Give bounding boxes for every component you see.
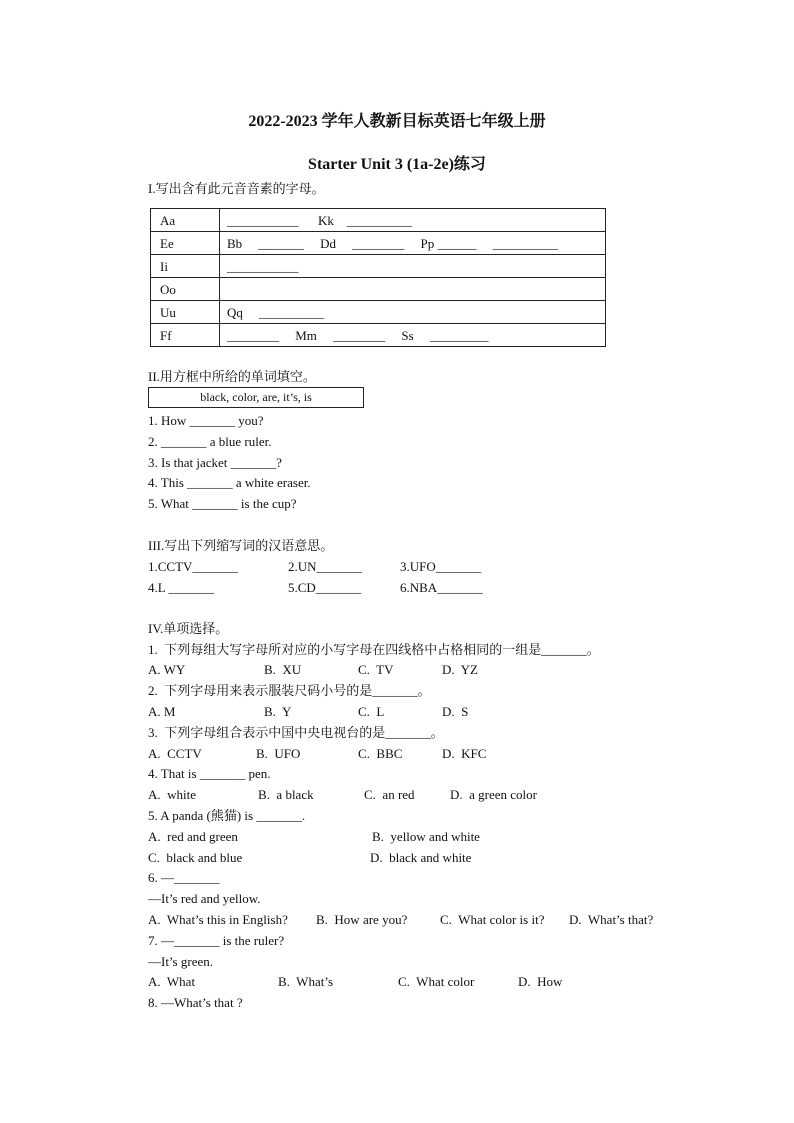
row-content: Qq __________ bbox=[227, 305, 325, 320]
question: 1. 下列每组大写字母所对应的小写字母在四线格中占格相同的一组是_______。 bbox=[148, 642, 600, 657]
option: D. a green color bbox=[450, 787, 537, 802]
table-row bbox=[151, 300, 605, 324]
option: A. white bbox=[148, 787, 197, 802]
option: B. How are you? bbox=[316, 912, 408, 927]
option: B. XU bbox=[264, 662, 302, 677]
list-item: 1.CCTV_______ bbox=[148, 559, 238, 574]
word-box: black, color, are, it’s, is bbox=[148, 387, 364, 408]
row-letter: Aa bbox=[160, 213, 176, 228]
option: C. L bbox=[358, 704, 385, 719]
question: 7. —_______ is the ruler? bbox=[148, 933, 285, 948]
row-content: ___________ Kk __________ bbox=[227, 213, 412, 228]
option: B. yellow and white bbox=[372, 829, 480, 844]
question: 2. 下列字母用来表示服装尺码小号的是_______。 bbox=[148, 683, 431, 698]
list-item: 5. What _______ is the cup? bbox=[148, 496, 297, 511]
option: A. What’s this in English? bbox=[148, 912, 288, 927]
section4-heading: IV.单项选择。 bbox=[148, 621, 229, 636]
option: C. TV bbox=[358, 662, 394, 677]
question: 8. —What’s that ? bbox=[148, 995, 243, 1010]
table-row bbox=[151, 323, 605, 347]
option: B. UFO bbox=[256, 746, 301, 761]
option: A. CCTV bbox=[148, 746, 202, 761]
question: 4. That is _______ pen. bbox=[148, 766, 271, 781]
row-letter: Ff bbox=[160, 328, 172, 343]
row-content: Bb _______ Dd ________ Pp ______ __________ bbox=[227, 236, 558, 251]
section1-heading: I.写出含有此元音音素的字母。 bbox=[148, 181, 325, 196]
option: D. black and white bbox=[370, 850, 472, 865]
section2-heading: II.用方框中所给的单词填空。 bbox=[148, 369, 316, 384]
option: C. an red bbox=[364, 787, 415, 802]
option: A. M bbox=[148, 704, 176, 719]
question: 5. A panda (熊猫) is _______. bbox=[148, 808, 306, 823]
option: D. How bbox=[518, 974, 563, 989]
list-item: 3.UFO_______ bbox=[400, 559, 482, 574]
page-title: 2022-2023 学年人教新目标英语七年级上册 bbox=[248, 113, 546, 130]
option: D. S bbox=[442, 704, 469, 719]
list-item: 2. _______ a blue ruler. bbox=[148, 434, 272, 449]
option: B. What’s bbox=[278, 974, 334, 989]
list-item: 5.CD_______ bbox=[288, 580, 362, 595]
question: 3. 下列字母组合表示中国中央电视台的是_______。 bbox=[148, 725, 444, 740]
vowel-table bbox=[150, 208, 606, 347]
list-item: 4.L _______ bbox=[148, 580, 214, 595]
option: C. BBC bbox=[358, 746, 403, 761]
option: A. WY bbox=[148, 662, 186, 677]
row-letter: Ee bbox=[160, 236, 174, 251]
option: D. What’s that? bbox=[569, 912, 654, 927]
section3-heading: III.写出下列缩写词的汉语意思。 bbox=[148, 538, 334, 553]
option: B. Y bbox=[264, 704, 292, 719]
question-response: —It’s green. bbox=[148, 954, 213, 969]
row-letter: Uu bbox=[160, 305, 176, 320]
table-row bbox=[151, 209, 605, 232]
row-letter: Ii bbox=[160, 259, 168, 274]
list-item: 1. How _______ you? bbox=[148, 413, 264, 428]
row-content: ___________ bbox=[227, 259, 299, 274]
table-row bbox=[151, 254, 605, 278]
list-item: 4. This _______ a white eraser. bbox=[148, 475, 311, 490]
option: A. What bbox=[148, 974, 196, 989]
option: A. red and green bbox=[148, 829, 238, 844]
option: C. What color bbox=[398, 974, 475, 989]
row-letter: Oo bbox=[160, 282, 176, 297]
list-item: 3. Is that jacket _______? bbox=[148, 455, 282, 470]
row-content: ________ Mm ________ Ss _________ bbox=[227, 328, 489, 343]
question-response: —It’s red and yellow. bbox=[148, 891, 261, 906]
table-row bbox=[151, 231, 605, 255]
option: C. black and blue bbox=[148, 850, 243, 865]
option: C. What color is it? bbox=[440, 912, 545, 927]
page-subtitle: Starter Unit 3 (1a-2e)练习 bbox=[308, 156, 486, 173]
table-row bbox=[151, 277, 605, 301]
option: D. YZ bbox=[442, 662, 478, 677]
question: 6. —_______ bbox=[148, 870, 220, 885]
option: D. KFC bbox=[442, 746, 487, 761]
list-item: 6.NBA_______ bbox=[400, 580, 483, 595]
option: B. a black bbox=[258, 787, 314, 802]
list-item: 2.UN_______ bbox=[288, 559, 363, 574]
